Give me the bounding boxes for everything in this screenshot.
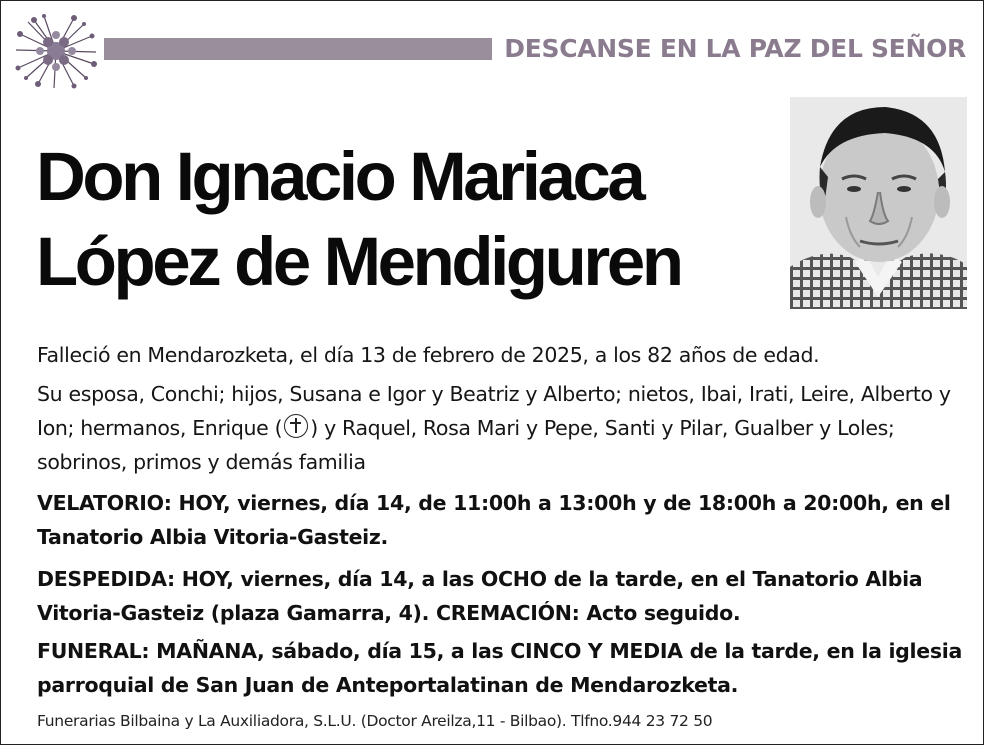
death-notice: Falleció en Mendarozketa, el día 13 de febrero de 2025, a los 82 años de edad. xyxy=(37,343,820,367)
family-text-part1: Su esposa, Conchi; hijos, Susana e Igor y Beatriz y Alberto; nietos, Ibai, Irati, Leire, Alberto y Ion; hermanos, Enrique ( xyxy=(37,382,951,440)
funeral-home-footer: Funerarias Bilbaina y La Auxiliadora, S.L.U. (Doctor Areilza,11 - Bilbao). Tlfno.944 23 72 50 xyxy=(37,712,713,730)
velatorio-info: VELATORIO: HOY, viernes, día 14, de 11:00h a 13:00h y de 18:00h a 20:00h, en el Tanatorio Albia Vitoria-Gasteiz. xyxy=(37,491,951,549)
despedida-info: DESPEDIDA: HOY, viernes, día 14, a las OCHO de la tarde, en el Tanatorio Albia Vitoria-Gasteiz (plaza Gamarra, 4). CREMACIÓN: Acto seguido. xyxy=(37,567,923,625)
funeral-info: FUNERAL: MAÑANA, sábado, día 15, a las CINCO Y MEDIA de la tarde, en la iglesia parroquial de San Juan de Anteportalatinan de Mendarozketa. xyxy=(37,639,963,697)
deceased-name-line1: Don Ignacio Mariaca xyxy=(36,138,643,215)
deceased-name-line2: López de Mendiguren xyxy=(36,223,681,300)
header-title: DESCANSE EN LA PAZ DEL SEÑOR xyxy=(504,34,966,63)
family-list xyxy=(37,377,967,479)
flower-icon xyxy=(14,12,98,90)
cross-icon xyxy=(284,414,308,438)
family-text-part2: ) y Raquel, Rosa Mari y Pepe, Santi y Pilar, Gualber y Loles; sobrinos, primos y demás familia xyxy=(37,416,895,474)
header-bar xyxy=(104,38,492,60)
deceased-name xyxy=(36,134,776,304)
portrait-photo xyxy=(790,97,967,309)
